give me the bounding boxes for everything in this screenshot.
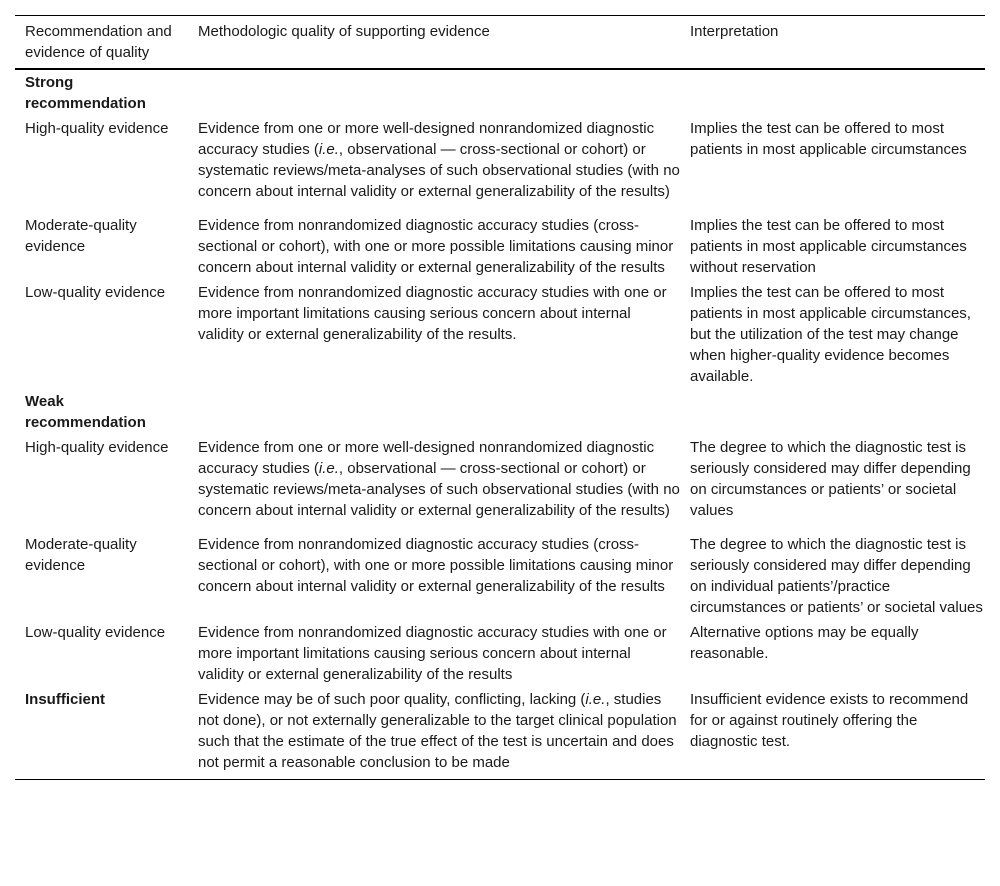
group-label-weak: Weak recommendation [25, 393, 146, 431]
methodology-cell [188, 116, 680, 213]
header-row [15, 16, 985, 70]
interpretation-cell: The degree to which the diagnostic test is seriously considered may differ depending on circumstances or patients’ or societal values [690, 439, 971, 519]
table-row [15, 435, 985, 532]
empty-cell [188, 389, 680, 435]
header-recommendation: Recommendation and evidence of quality [25, 23, 172, 61]
table-body [15, 69, 985, 780]
interpretation-cell: Implies the test can be offered to most patients in most applicable circumstances, but the utilization of the test may change when higher-quality evidence becomes available. [690, 284, 971, 385]
interpretation-cell: Implies the test can be offered to most patients in most applicable circumstances without reservation [690, 217, 967, 276]
empty-cell [188, 69, 680, 116]
evidence-level: High-quality evidence [25, 439, 169, 456]
evidence-level: High-quality evidence [25, 120, 169, 137]
methodology-cell [188, 435, 680, 532]
evidence-level: Moderate-quality evidence [25, 217, 137, 255]
methodology-text: , observational — cross-sectional or cohort) or systematic reviews/meta-analyses of such observational studies (with no concern about internal validity or external generalizability of the results) [198, 460, 680, 519]
interpretation-cell: The degree to which the diagnostic test is seriously considered may differ depending on individual patients’/practice circumstances or patients’ or societal values [690, 536, 983, 616]
methodology-cell: Evidence from nonrandomized diagnostic accuracy studies (cross-sectional or cohort), with one or more possible limitations causing minor concern about internal validity or external generalizability of the results [198, 536, 674, 595]
group-row-strong [15, 69, 985, 116]
table-row [15, 280, 985, 389]
methodology-text: , studies not done), or not externally generalizable to the target clinical population such that the estimate of the true effect of the test is uncertain and does not permit a reasonable conclusion to be made [198, 691, 677, 771]
evidence-level: Low-quality evidence [25, 284, 166, 301]
table-row [15, 213, 985, 280]
evidence-grading-table [15, 15, 985, 780]
evidence-level: Low-quality evidence [25, 624, 166, 641]
table-row [15, 116, 985, 213]
methodology-cell: Evidence from nonrandomized diagnostic accuracy studies (cross-sectional or cohort), with one or more possible limitations causing minor concern about internal validity or external generalizability of the results [198, 217, 674, 276]
empty-cell [680, 389, 985, 435]
group-row-weak [15, 389, 985, 435]
methodology-italic: i.e. [318, 460, 339, 477]
methodology-text: Evidence may be of such poor quality, conflicting, lacking ( [198, 691, 586, 708]
interpretation-cell: Insufficient evidence exists to recommend for or against routinely offering the diagnostic test. [690, 691, 969, 750]
header-methodologic-quality: Methodologic quality of supporting evidence [198, 23, 490, 40]
evidence-level-insufficient: Insufficient [25, 691, 106, 708]
methodology-cell: Evidence from nonrandomized diagnostic accuracy studies with one or more important limitations causing serious concern about internal validity or external generalizability of the results [198, 624, 667, 683]
interpretation-cell: Implies the test can be offered to most patients in most applicable circumstances [690, 120, 967, 158]
empty-cell [680, 69, 985, 116]
methodology-italic: i.e. [318, 141, 339, 158]
methodology-text: Evidence from one or more well-designed nonrandomized diagnostic accuracy studies ( [198, 120, 655, 158]
table-row-insufficient [15, 687, 985, 780]
methodology-cell: Evidence from nonrandomized diagnostic accuracy studies with one or more important limitations causing serious concern about internal validity or external generalizability of the results. [198, 284, 667, 343]
methodology-cell [188, 687, 680, 780]
methodology-text: Evidence from one or more well-designed nonrandomized diagnostic accuracy studies ( [198, 439, 655, 477]
interpretation-cell: Alternative options may be equally reasonable. [690, 624, 919, 662]
methodology-italic: i.e. [585, 691, 606, 708]
group-label-strong: Strong recommendation [25, 74, 146, 112]
table-row [15, 620, 985, 687]
table-row [15, 532, 985, 620]
evidence-level: Moderate-quality evidence [25, 536, 137, 574]
methodology-text: , observational — cross-sectional or cohort) or systematic reviews/meta-analyses of such observational studies (with no concern about internal validity or external generalizability of the results) [198, 141, 680, 200]
header-interpretation: Interpretation [690, 23, 779, 40]
table-header [15, 16, 985, 70]
